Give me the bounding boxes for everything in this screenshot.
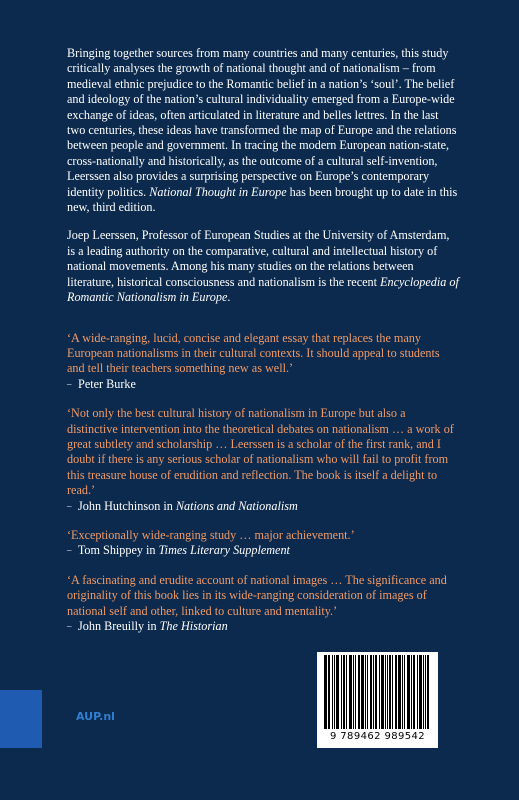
cover-text	[67, 46, 459, 648]
quote-attribution: – Peter Burke	[67, 376, 136, 391]
bio-text: Joep Leerssen, Professor of European Studies at the University of Amsterdam, is a leading authority on the comparative, cultural and intellectual history of national movements. Among his many studies on the relations between literature, historical consciousness and nationalism is the recent	[67, 228, 450, 289]
barcode-bars	[324, 655, 431, 729]
bio-work-title: Encyclopedia of Romantic Nationalism in Europe	[67, 274, 459, 305]
review-quote	[67, 573, 459, 635]
quote-text: ‘A fascinating and erudite account of national images … The significance and originality of this book lies in its wide-ranging consideration of images of national self and other, linked to culture and mentality.’	[67, 572, 447, 618]
review-source: Times Literary Supplement	[158, 543, 290, 558]
quote-text: ‘A wide-ranging, lucid, concise and elegant essay that replaces the many European nationalisms in their cultural contexts. It should appeal to students and tell their teachers something new as well.’	[67, 330, 440, 376]
author-bio: Joep Leerssen, Professor of European Studies at the University of Amsterdam, is a leading authority on the comparative, cultural and intellectual history of national movements. Among his many studies on the relations between literature, historical consciousness and nationalism is the recent Encyclopedia of Romantic Nationalism in Europe.	[67, 228, 459, 305]
isbn-barcode	[317, 652, 438, 748]
review-source: Nations and Nationalism	[175, 498, 298, 513]
review-quote	[67, 528, 459, 559]
description-end: has been brought up to date in this new, third edition.	[67, 184, 458, 215]
quote-attribution: – John Hutchinson in Nations and Nationalism	[67, 498, 298, 513]
reviewer-name: John Breuilly in	[78, 619, 160, 633]
reviewer-name: John Hutchinson in	[78, 498, 176, 513]
isbn-number: 9 789462 989542	[329, 731, 426, 742]
book-description	[67, 46, 459, 215]
review-quote	[67, 406, 459, 514]
reviewer-name: Peter Burke	[78, 376, 136, 391]
quote-attribution: – John Breuilly in The Historian	[67, 619, 228, 633]
review-quote	[67, 331, 459, 393]
reviewer-name: Tom Shippey in	[77, 543, 159, 558]
description-text: Bringing together sources from many countries and many centuries, this study critically analyses the growth of national thought and of nationalism – from medieval ethnic prejudice to the Romantic belief in a nation’s ‘soul’. The belief and ideology of the nation’s cultural individuality emerged from a Europe-wide exchange of ideas, often articulated in literature and belles lettres. In the last two centuries, these ideas have transformed the map of Europe and the relations between people and government. In tracing the modern European nation-state, cross-nationally and historically, as the outcome of a cultural self-invention, Leerssen also provides a surprising perspective on Europe’s contemporary identity politics.	[67, 46, 457, 199]
review-source: The Historian	[159, 619, 228, 633]
book-title: National Thought in Europe	[149, 184, 287, 199]
publisher-color-tab	[0, 690, 42, 748]
publisher-logo: AUP.nl	[76, 710, 115, 723]
quote-text: ‘Not only the best cultural history of nationalism in Europe but also a distinctive intervention into the theoretical debates on nationalism … a work of great subtlety and scholarship … Leerssen is a scholar of the first rank, and I doubt if there is any serious scholar of nationalism who will fail to profit from this treasure house of erudition and reflection. The book is itself a delight to read.’	[67, 406, 454, 498]
quote-attribution: – Tom Shippey in Times Literary Supplement	[67, 543, 290, 558]
quote-text: ‘Exceptionally wide-ranging study … major achievement.’	[67, 527, 355, 542]
